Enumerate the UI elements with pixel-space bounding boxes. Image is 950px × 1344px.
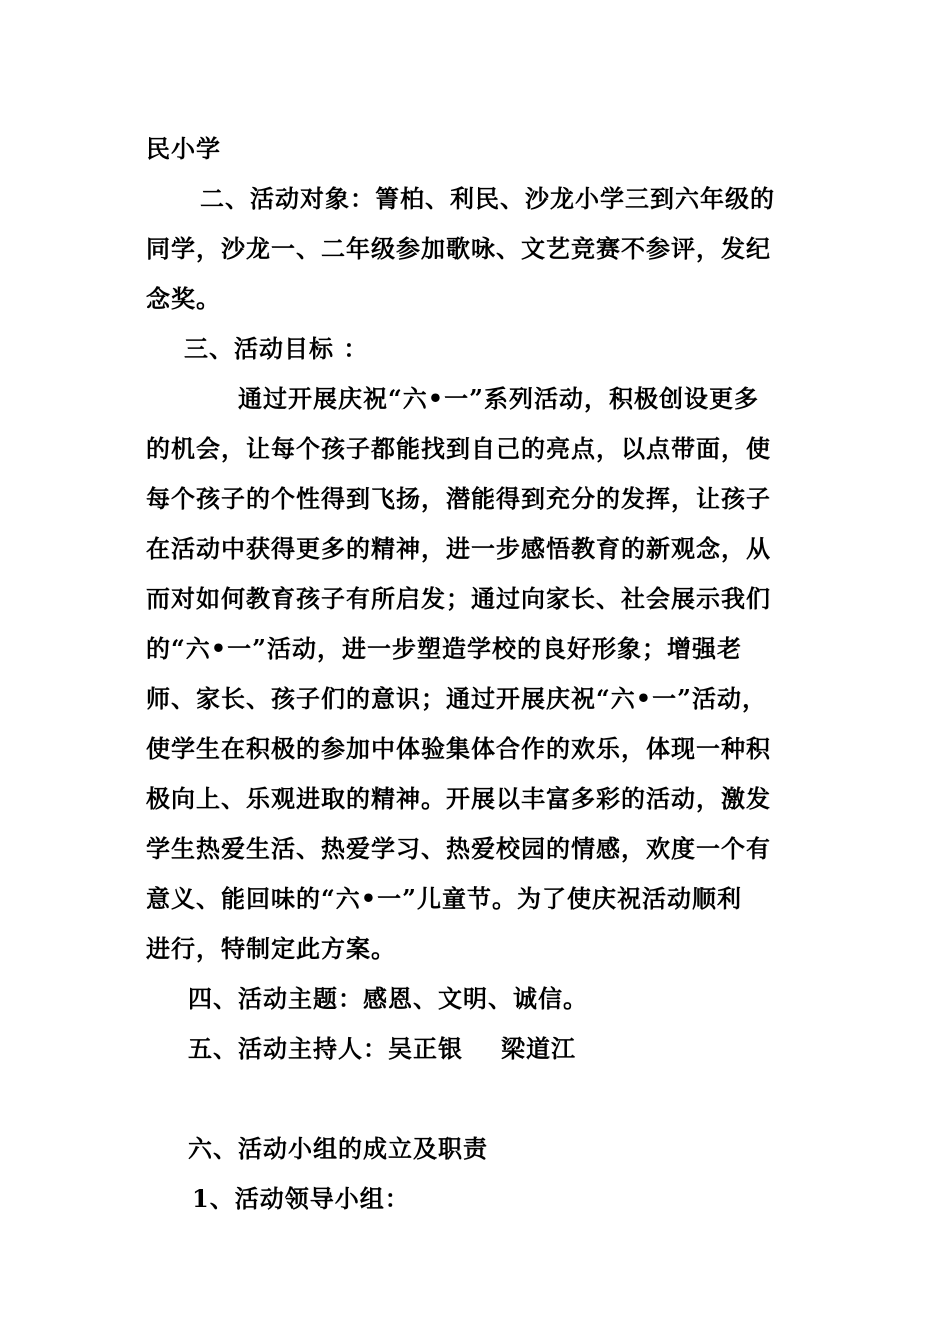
text-line-school-fragment: 民小学 [146,134,221,163]
heading-activity-target-audience: 二、活动对象：箐柏、利民、沙龙小学三到六年级的 [200,184,775,213]
host-label-and-first-host: 五、活动主持人：吴正银 [188,1034,463,1063]
text-line-audience-cont-2: 念奖。 [146,284,221,313]
paragraph-goals-line-5: 而对如何教育孩子有所启发；通过向家长、社会展示我们 [146,584,771,613]
paragraph-goals-line-11: 意义、能回味的“六•一”儿童节。为了使庆祝活动顺利 [146,884,742,913]
heading-activity-theme: 四、活动主题：感恩、文明、诚信。 [188,984,588,1013]
heading-activity-hosts [188,1034,576,1064]
paragraph-goals-line-12: 进行，特制定此方案。 [146,934,396,963]
paragraph-goals-line-2: 的机会，让每个孩子都能找到自己的亮点，以点带面，使 [146,434,771,463]
paragraph-goals-line-4: 在活动中获得更多的精神，进一步感悟教育的新观念，从 [146,534,771,563]
text-line-audience-cont-1: 同学，沙龙一、二年级参加歌咏、文艺竞赛不参评，发纪 [146,234,771,263]
paragraph-goals-line-10: 学生热爱生活、热爱学习、热爱校园的情感，欢度一个有 [146,834,771,863]
paragraph-goals-line-6: 的“六•一”活动，进一步塑造学校的良好形象；增强老 [146,634,742,663]
heading-activity-goals: 三、活动目标 ： [184,334,369,363]
second-host: 梁道江 [501,1034,576,1063]
paragraph-goals-line-9: 极向上、乐观进取的精神。开展以丰富多彩的活动，激发 [146,784,771,813]
paragraph-goals-line-8: 使学生在积极的参加中体验集体合作的欢乐，体现一种积 [146,734,771,763]
paragraph-goals-line-3: 每个孩子的个性得到飞扬，潜能得到充分的发挥，让孩子 [146,484,771,513]
paragraph-goals-line-7: 师、家长、孩子们的意识；通过开展庆祝“六•一”活动， [146,684,767,713]
subheading-leadership-group: 1、活动领导小组： [192,1184,410,1213]
heading-activity-groups: 六、活动小组的成立及职责 [188,1134,488,1163]
paragraph-goals-line-1: 通过开展庆祝“六•一”系列活动，积极创设更多 [238,384,759,413]
